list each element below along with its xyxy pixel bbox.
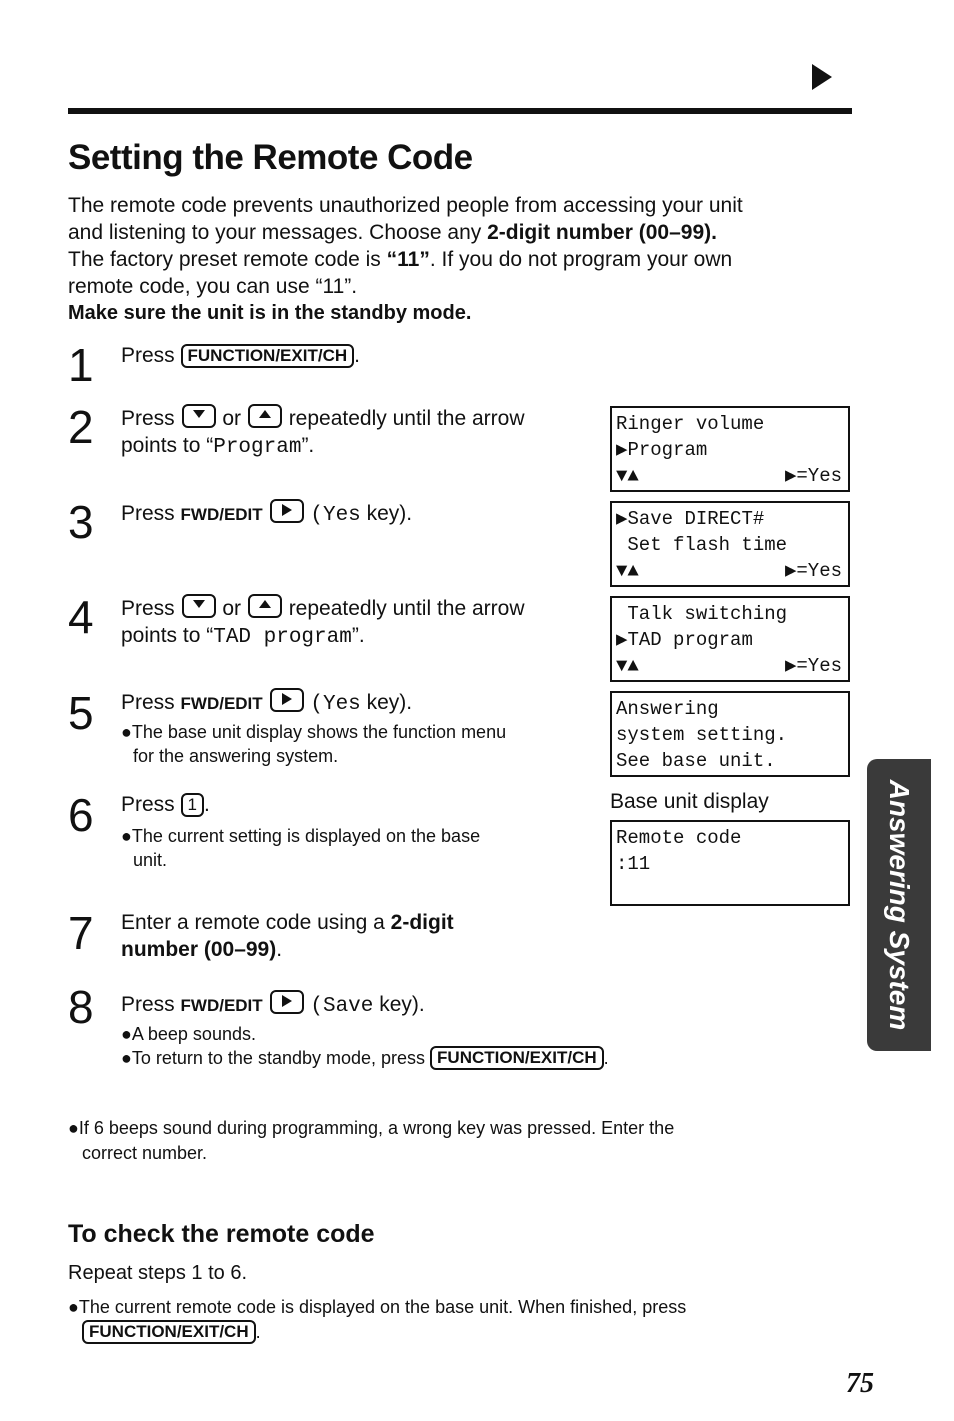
step-number-8: 8 [68, 981, 94, 1033]
play-key-icon [270, 499, 304, 523]
step-5-text: Press FWD/EDIT (Yes key). [121, 688, 412, 718]
side-tab-label: Answering System [884, 779, 915, 1031]
step-6-text: Press 1 . [121, 793, 210, 816]
page-title: Setting the Remote Code [68, 138, 473, 177]
function-exit-ch-key: FUNCTION/EXIT/CH [181, 344, 355, 368]
next-page-arrow-icon [810, 62, 834, 97]
step-number-1: 1 [68, 339, 94, 391]
step-7-text: Enter a remote code using a 2-digit number (00–99). [121, 911, 454, 961]
step-4-text: Press or repeatedly until the arrow points to “TAD program”. [121, 594, 525, 651]
one-key: 1 [181, 793, 204, 817]
repeat-steps-text: Repeat steps 1 to 6. [68, 1262, 248, 1284]
lcd-display-tad-program: Talk switching ▶TAD program ▼▲ ▶=Yes [610, 596, 850, 682]
step-number-2: 2 [68, 401, 94, 453]
step-number-6: 6 [68, 789, 94, 841]
down-key-icon [182, 404, 216, 428]
base-unit-display-label: Base unit display [610, 790, 769, 813]
step-3-text: Press FWD/EDIT (Yes key). [121, 499, 412, 529]
step-1-text: Press FUNCTION/EXIT/CH . [121, 344, 360, 367]
lcd-display-remote-code: Remote code :11 [610, 820, 850, 906]
lcd-display-save-direct: ▶Save DIRECT# Set flash time ▼▲ ▶=Yes [610, 501, 850, 587]
lcd-display-answering-setting: Answering system setting. See base unit. [610, 691, 850, 777]
step-number-5: 5 [68, 687, 94, 739]
section-side-tab [867, 759, 931, 1051]
intro-paragraph: The remote code prevents unauthorized people from accessing your unit and listening to your messages. Choose any 2-digit number (00–99). The factory preset remote code is “11”. If you do not program your own remote code, you can use “11”. Make sure the unit is in the standby mode. [68, 192, 858, 327]
step-number-4: 4 [68, 591, 94, 643]
step-5-bullet: ●The base unit display shows the function menu for the answering system. [121, 722, 507, 766]
up-key-icon [248, 594, 282, 618]
function-exit-ch-key: FUNCTION/EXIT/CH [430, 1046, 604, 1070]
page-number: 75 [846, 1368, 874, 1399]
top-rule [68, 108, 852, 114]
step-6-bullet: ●The current setting is displayed on the base unit. [121, 826, 481, 870]
step-8-bullets: ●A beep sounds. ●To return to the standby mode, press FUNCTION/EXIT/CH . [121, 1024, 609, 1068]
play-key-icon [270, 688, 304, 712]
function-exit-ch-key: FUNCTION/EXIT/CH [82, 1320, 256, 1344]
step-8-text: Press FWD/EDIT (Save key). [121, 990, 425, 1020]
standby-instruction: Make sure the unit is in the standby mode. [68, 302, 472, 324]
down-key-icon [182, 594, 216, 618]
lcd-display-ringer-program: Ringer volume ▶Program ▼▲ ▶=Yes [610, 406, 850, 492]
step-2-text: Press or repeatedly until the arrow points to “Program”. [121, 404, 525, 461]
wrong-key-note: ●If 6 beeps sound during programming, a wrong key was pressed. Enter the correct number. [68, 1118, 675, 1163]
check-remote-code-note: ●The current remote code is displayed on the base unit. When finished, press FUNCTION/EXIT/CH . [68, 1297, 687, 1342]
up-key-icon [248, 404, 282, 428]
step-number-7: 7 [68, 907, 94, 959]
play-key-icon [270, 990, 304, 1014]
step-number-3: 3 [68, 496, 94, 548]
check-remote-code-heading: To check the remote code [68, 1220, 375, 1248]
